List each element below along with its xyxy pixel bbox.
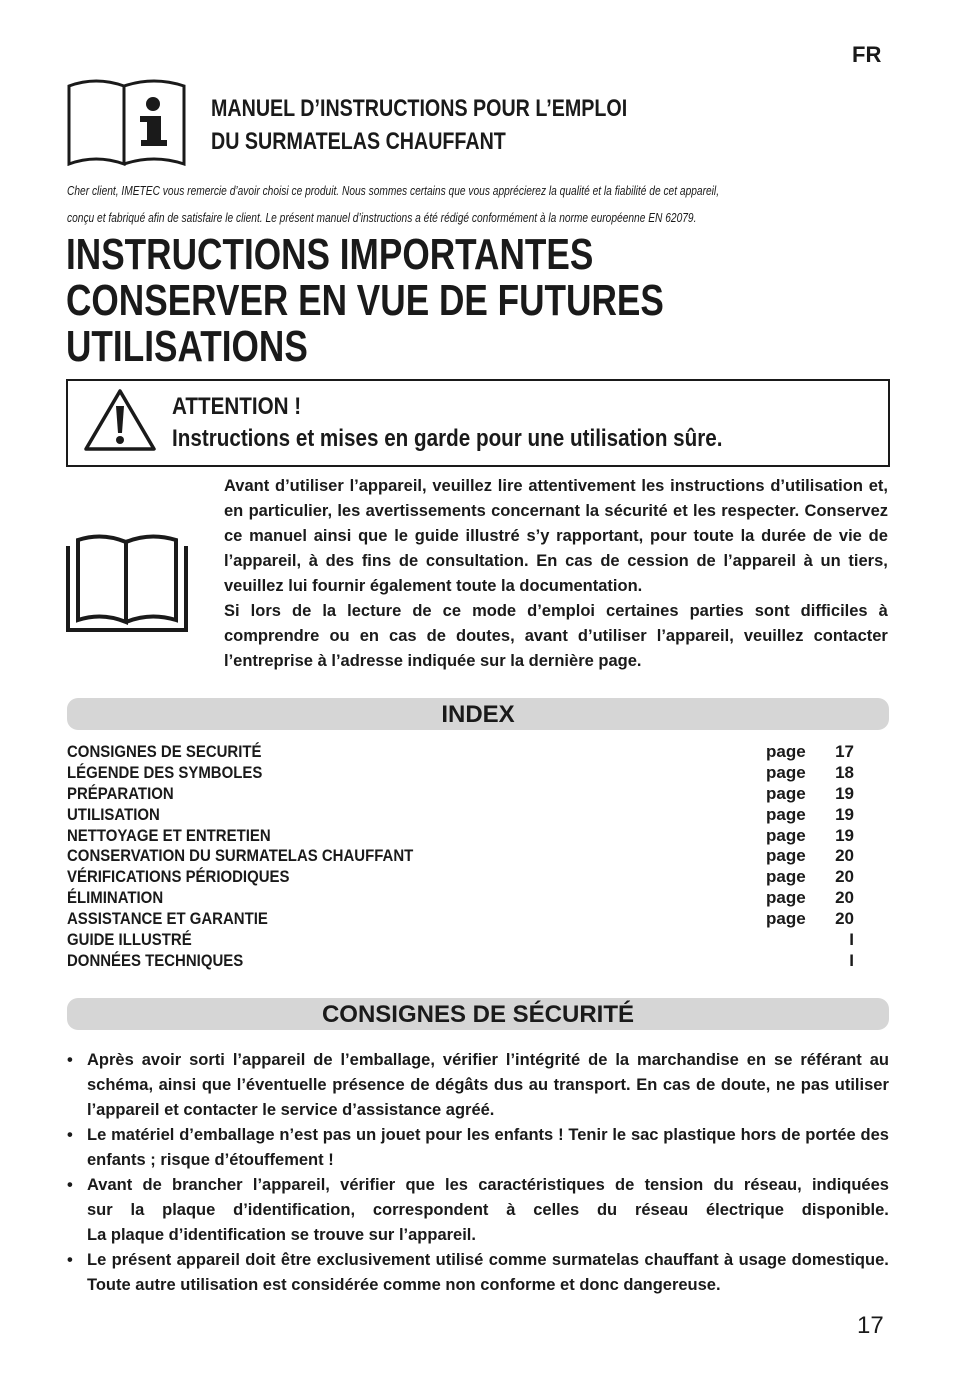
toc-title: UTILISATION [67, 804, 160, 824]
toc-page-label: page [766, 825, 806, 845]
toc-row [67, 846, 857, 867]
toc-row [67, 951, 857, 972]
attention-subtitle: Instructions et mises en garde pour une utilisation sûre. [172, 425, 723, 452]
toc-row [67, 930, 857, 951]
text-line: Si lors de la lecture de ce mode d’emploi certaines parties sont difficiles à [224, 602, 888, 620]
toc-title: CONSIGNES DE SECURITÉ [67, 742, 262, 761]
safety-bar [67, 998, 889, 1030]
index-heading: INDEX [441, 701, 515, 728]
intro-line2: conçu et fabriqué afin de satisfaire le client. Le présent manuel d’instructions a été rédigé conformément à la norme européenne EN 62079. [67, 211, 697, 225]
toc-title: PRÉPARATION [67, 783, 174, 803]
toc-title: ASSISTANCE ET GARANTIE [67, 909, 268, 929]
toc-page-number: 19 [835, 825, 854, 845]
text-line: Le présent appareil doit être exclusivement utilisé comme surmatelas chauffant à usage domestique. [87, 1251, 889, 1269]
toc-page-number: 19 [835, 804, 854, 824]
bullet-dot-icon: • [67, 1251, 73, 1269]
table-of-contents [67, 742, 857, 972]
toc-title: NETTOYAGE ET ENTRETIEN [67, 825, 271, 845]
main-heading [66, 232, 664, 370]
text-line: sur la plaque d’identification, correspondent à celles du réseau électrique disponible. [87, 1201, 889, 1219]
toc-title: ÉLIMINATION [67, 888, 164, 908]
text-line: Le matériel d’emballage n’est pas un jouet pour les enfants ! Tenir le sac plastique hors de portée des [87, 1126, 889, 1144]
intro-text [67, 178, 885, 232]
toc-page-number: 19 [835, 783, 854, 803]
text-line: l’entreprise à l’adresse indiquée sur la dernière page. [224, 652, 642, 670]
text-line: La plaque d’identification se trouve sur l’appareil. [87, 1226, 476, 1244]
text-line: comprendre ou en cas de doutes, avant d’utiliser l’appareil, veuillez contacter [224, 627, 888, 645]
toc-title: GUIDE ILLUSTRÉ [67, 930, 192, 950]
toc-row [67, 888, 857, 909]
toc-page-number: I [849, 930, 854, 950]
text-line: Toute autre utilisation est considérée comme non conforme et donc dangereuse. [87, 1276, 721, 1294]
text-line: l’appareil, à des fins de consultation. En cas de cession de l’appareil à un tiers, [224, 552, 888, 570]
attention-title: ATTENTION ! [172, 393, 302, 420]
safety-heading: CONSIGNES DE SÉCURITÉ [321, 1001, 635, 1028]
main-heading-line2: CONSERVER EN VUE DE FUTURES [66, 276, 664, 325]
toc-page-number: I [849, 950, 854, 970]
info-manual-icon [66, 76, 188, 166]
text-line: Après avoir sorti l’appareil de l’emballage, vérifier l’intégrité de la marchandise en se référant au [87, 1051, 889, 1069]
intro-line1: Cher client, IMETEC vous remercie d’avoir choisi ce produit. Nous sommes certains que vous apprécierez la qualité et la fiabilité de cet appareil, [67, 184, 720, 198]
toc-page-number: 20 [835, 846, 854, 866]
toc-page-number: 18 [835, 762, 854, 782]
toc-row [67, 784, 857, 805]
toc-page-label: page [766, 742, 806, 761]
attention-text [172, 391, 723, 455]
index-bar [67, 698, 889, 730]
text-line: ce manuel ainsi que le guide illustré s’y rapportant, pour toute la durée de vie de [224, 527, 888, 545]
manual-title-line1: MANUEL D’INSTRUCTIONS POUR L’EMPLOI [211, 95, 628, 122]
open-book-icon [66, 532, 188, 632]
manual-title [211, 92, 627, 158]
text-line: schéma, ainsi que l’éventuelle présence de dégâts dus au transport. En cas de doute, ne pas utiliser [87, 1076, 889, 1094]
toc-title: CONSERVATION DU SURMATELAS CHAUFFANT [67, 846, 414, 866]
bullet-dot-icon: • [67, 1176, 73, 1194]
toc-page-number: 17 [835, 742, 854, 761]
toc-title: VÉRIFICATIONS PÉRIODIQUES [67, 867, 290, 887]
safety-bullet [67, 1048, 889, 1123]
toc-page-label: page [766, 888, 806, 908]
manual-title-line2: DU SURMATELAS CHAUFFANT [211, 128, 506, 155]
toc-page-label: page [766, 909, 806, 929]
toc-row [67, 763, 857, 784]
toc-title: LÉGENDE DES SYMBOLES [67, 762, 263, 782]
page-number: 17 [857, 1312, 884, 1339]
toc-page-number: 20 [835, 888, 854, 908]
safety-list [67, 1048, 889, 1298]
toc-page-label: page [766, 846, 806, 866]
text-line: veuillez lui fournir également toute la documentation. [224, 577, 643, 595]
bullet-dot-icon: • [67, 1051, 73, 1069]
text-line: Avant de brancher l’appareil, vérifier que les caractéristiques de tension du réseau, indiquées [87, 1176, 889, 1194]
toc-page-label: page [766, 867, 806, 887]
toc-row [67, 867, 857, 888]
toc-row [67, 826, 857, 847]
toc-title: DONNÉES TECHNIQUES [67, 950, 244, 970]
warning-triangle-icon [83, 388, 157, 452]
safety-bullet [67, 1248, 889, 1298]
main-heading-line1: INSTRUCTIONS IMPORTANTES [66, 230, 594, 279]
language-tag: FR [852, 42, 882, 67]
toc-row [67, 805, 857, 826]
text-line: l’appareil et contacter le service d’assistance agréé. [87, 1101, 495, 1119]
toc-page-number: 20 [835, 867, 854, 887]
toc-page-number: 20 [835, 909, 854, 929]
toc-row [67, 742, 857, 763]
toc-page-label: page [766, 783, 806, 803]
text-line: en particulier, les avertissements concernant la sécurité et les respecter. Conservez [224, 502, 888, 520]
main-heading-line3: UTILISATIONS [66, 322, 308, 371]
safety-bullet [67, 1173, 889, 1248]
bullet-dot-icon: • [67, 1126, 73, 1144]
text-line: Avant d’utiliser l’appareil, veuillez lire attentivement les instructions d’utilisation et, [224, 477, 888, 495]
text-line: enfants ; risque d’étouffement ! [87, 1151, 334, 1169]
toc-page-label: page [766, 804, 806, 824]
toc-page-label: page [766, 762, 806, 782]
safety-bullet [67, 1123, 889, 1173]
notice-paragraph [224, 474, 888, 674]
toc-row [67, 909, 857, 930]
